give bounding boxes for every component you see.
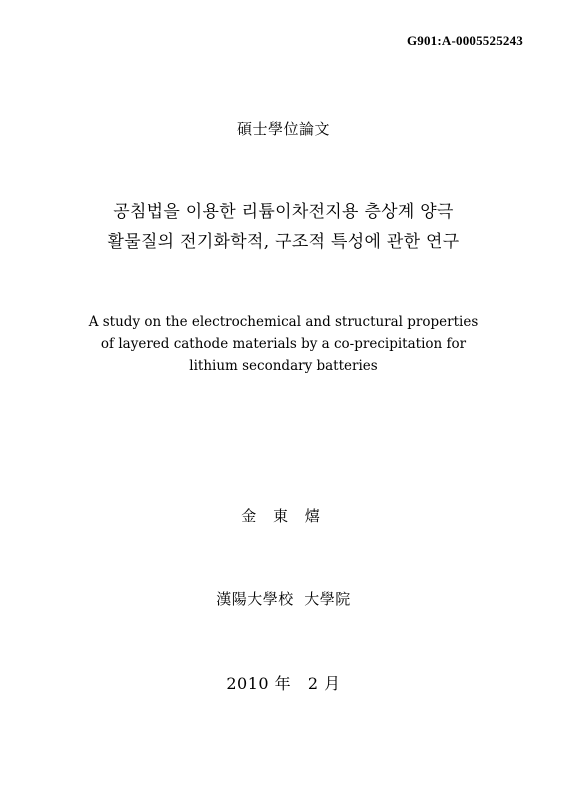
document-id: G901:A-0005525243 <box>406 33 523 48</box>
english-title-line-2: of layered cathode materials by a co-precipitation for <box>100 336 467 352</box>
author-name: 金 東 熺 <box>241 507 326 525</box>
degree-label: 碩士學位論文 <box>236 120 330 138</box>
submission-date: 2010 年 2 月 <box>226 674 341 693</box>
institution-name: 漢陽大學校 大學院 <box>216 590 351 608</box>
korean-title-line-1: 공침법을 이용한 리튬이차전지용 층상계 양극 <box>113 202 454 222</box>
korean-title-line-2: 활물질의 전기화학적, 구조적 특성에 관한 연구 <box>107 232 460 252</box>
korean-title <box>0 197 567 257</box>
english-title-line-3: lithium secondary batteries <box>189 358 378 374</box>
english-title <box>0 311 567 377</box>
english-title-line-1: A study on the electrochemical and structural properties <box>88 314 479 330</box>
